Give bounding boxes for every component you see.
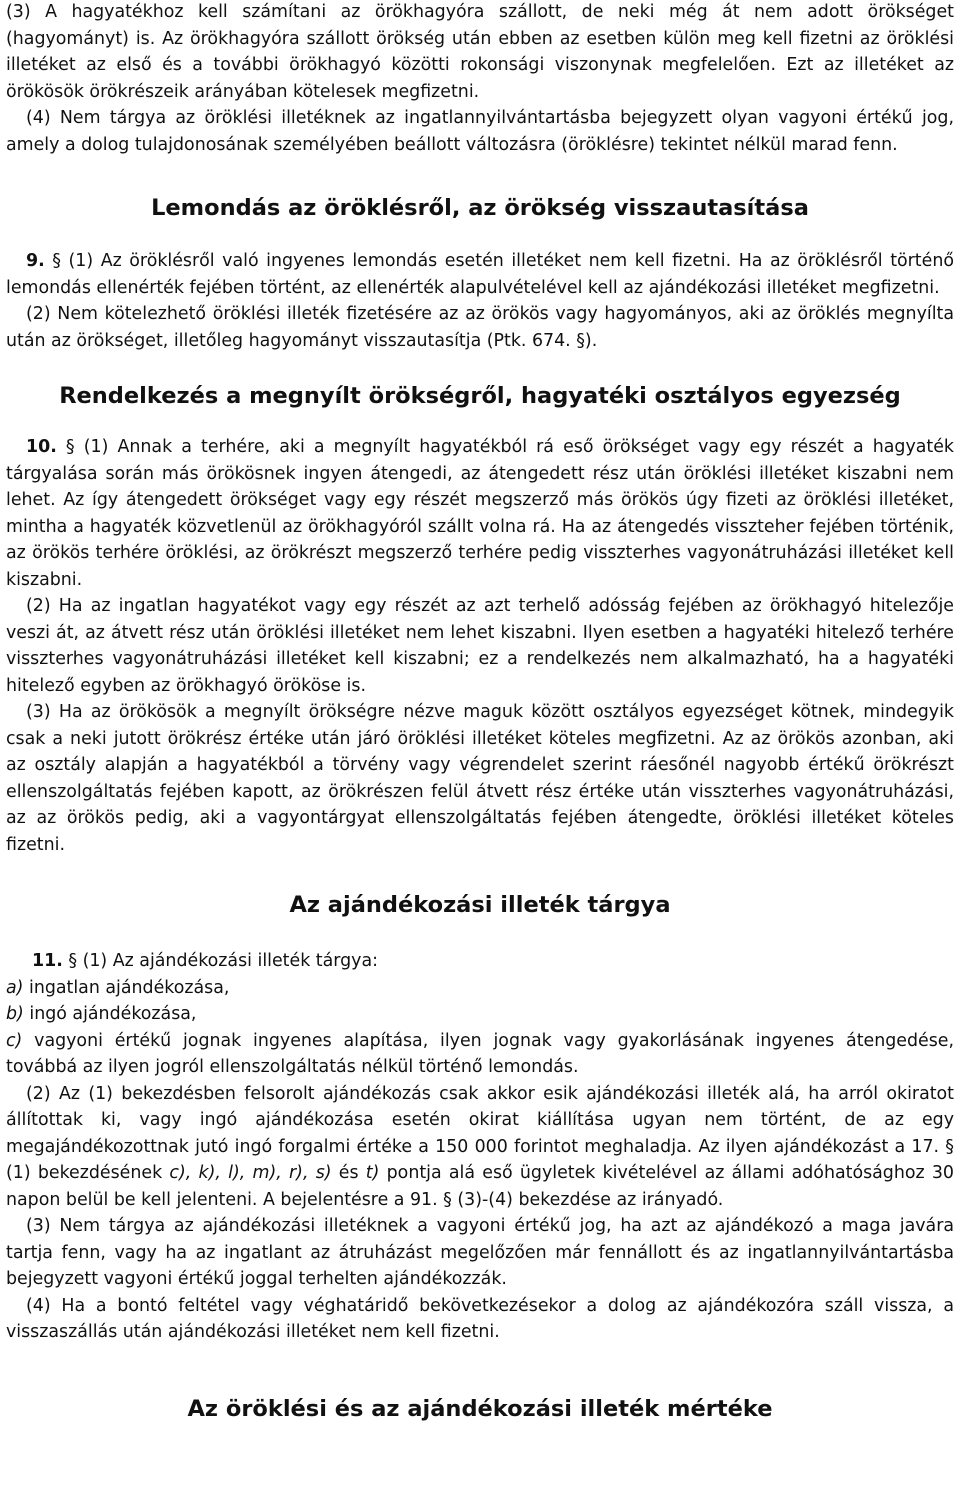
section-11-point-t: t) xyxy=(365,1163,380,1183)
section-11-text-2a: (2) Az (1) bekezdésben felsorolt ajándékozás csak akkor esik ajándékozási illeték alá, ha arról okiratot állítottak ki, vagy ingó ajándékozása esetén okirat kiállítása ugyan nem történt, de az egy megajándékozottnak jutó ingó forgalmi értéke a 150 000 forintot meghaladja. Az ilyen ajándékozást a 17. § (1) bekezdésének xyxy=(6,1083,954,1183)
list-item-a xyxy=(6,975,954,1002)
section-11-number: 11. xyxy=(32,951,63,971)
section-10-paragraph-3: (3) Ha az örökösök a megnyílt örökségre nézve maguk között osztályos egyezséget kötnek, mindegyik csak a neki jutott örökrész értéke után járó öröklési illetéket köteles megfizetni. Az az örökös azonban, aki az osztály alapján a hagyatékból a törvény vagy végrendelet szerint ráesőnél nagyobb értékű örökrészt ellenszolgáltatás fejében kapott, az örökrészen felül átvett rész értéke után visszterhes vagyonátruházási, az az örökös pedig, aki a vagyontárgyat ellenszolgáltatás fejében átengedte, öröklési illetéket köteles fizetni. xyxy=(6,702,954,855)
list-item-c-label: c) xyxy=(6,1030,23,1051)
list-item-c xyxy=(6,1028,954,1081)
section-10-text-1: (1) Annak a terhére, aki a megnyílt hagyatékból rá eső örökséget vagy egy részét a hagyaték tárgyalása során más örökösnek ingyen átengedi, az átengedett rész után öröklési illetéket kiszabni nem lehet. Az így átengedett örökséget vagy egy részét megszerző más örökös úgy fizeti az öröklési illetéket, mintha a hagyaték közvetlenül az örökhagyóról szállt volna rá. Ha az átengedés visszteher fejében történik, az örökös terhére öröklési, az örökrészt megszerző terhére pedig visszterhes vagyonátruházási illetéket kell kiszabni. xyxy=(6,437,954,590)
section-11-paragraph-1 xyxy=(6,948,954,975)
list-item-b-label: b) xyxy=(6,1004,24,1024)
section-11-text-1: (1) Az ajándékozási illeték tárgya: xyxy=(77,951,378,971)
section-11-paragraph-2 xyxy=(6,1081,954,1214)
heading-lemondas: Lemondás az öröklésről, az örökség visszautasítása xyxy=(151,195,809,221)
section-10-number: 10. xyxy=(26,437,57,457)
list-item-a-text: ingatlan ajándékozása, xyxy=(23,977,230,998)
section-9-paragraph-2: (2) Nem kötelezhető öröklési illeték fizetésére az az örökös vagy hagyományos, aki az öröklés megnyílta után az örökséget, illetőleg hagyományt visszautasítja (Ptk. 674. §). xyxy=(6,304,954,351)
section-11-es: és xyxy=(331,1163,366,1183)
section-9-sign: § xyxy=(44,251,61,271)
section-11-text-2b: pontja alá eső ügyletek kivételével az állami adóhatósághoz 30 napon belül be kell jelenteni. A bejelentésre a 91. § (3)-(4) bekezdése az irányadó. xyxy=(6,1163,954,1210)
list-item-b xyxy=(6,1001,954,1028)
section-11-paragraph-4: (4) Ha a bontó feltétel vagy véghatáridő bekövetkezésekor a dolog az ajándékozóra száll vissza, a visszaszállás után ajándékozási illetéket nem kell fizetni. xyxy=(6,1295,954,1342)
heading-rendelkezes: Rendelkezés a megnyílt örökségről, hagyatéki osztályos egyezség xyxy=(59,383,901,409)
paragraph-inheritance-3: (3) A hagyatékhoz kell számítani az örökhagyóra szállott, de neki még át nem adott örökséget (hagyományt) is. Az örökhagyóra szállott örökség után ebben az esetben külön meg kell fizetni az öröklési illetéket az első és a további örökhagyó közötti rokonsági viszonynak megfelelően. Ezt az illetéket az örökösök örökrészeik arányában kötelesek megfizetni. xyxy=(6,2,954,102)
section-11-point-refs: c), k), l), m), r), s) xyxy=(169,1163,332,1183)
section-11-sign: § xyxy=(62,951,78,971)
section-11-paragraph-3: (3) Nem tárgya az ajándékozási illetéknek a vagyoni értékű jog, ha azt az ajándékozó a maga javára tartja fenn, vagy ha az ingatlant az átruházást megelőzően már fennállott és az ingatlannyilvántartásba bejegyzett vagyoni értékű joggal terhelten ajándékozzák. xyxy=(6,1216,954,1289)
section-10-sign: § xyxy=(56,437,75,457)
section-10-paragraph-1 xyxy=(6,434,954,593)
paragraph-inheritance-4: (4) Nem tárgya az öröklési illetéknek az ingatlannyilvántartásba bejegyzett olyan vagyoni értékű jog, amely a dolog tulajdonosának személyében beállott változásra (öröklésre) tekintet nélkül marad fenn. xyxy=(6,108,954,155)
heading-mertek: Az öröklési és az ajándékozási illeték mértéke xyxy=(187,1395,773,1422)
section-10-paragraph-2: (2) Ha az ingatlan hagyatékot vagy egy részét az azt terhelő adósság fejében az örökhagyó hitelezője veszi át, az átvett rész után öröklési illetéket nem lehet kiszabni. Ilyen esetben a hagyatéki hitelező terhére visszterhes vagyonátruházási illetéket kell kiszabni; ez a rendelkezés nem alkalmazható, ha a hagyatéki hitelező egyben az örökhagyó örököse is. xyxy=(6,596,954,696)
heading-ajandekozasi-targy: Az ajándékozási illeték tárgya xyxy=(289,892,671,918)
list-item-b-text: ingó ajándékozása, xyxy=(23,1004,197,1024)
section-9-paragraph-1 xyxy=(6,248,954,301)
section-9-text-1: (1) Az öröklésről való ingyenes lemondás esetén illetéket nem kell fizetni. Ha az öröklésről történő lemondás ellenérték fejében történt, az ellenérték alapulvételével kell az ajándékozási illetéket megfizetni. xyxy=(6,251,954,298)
section-9-number: 9. xyxy=(26,251,45,271)
list-item-c-text: vagyoni értékű jognak ingyenes alapítása, ilyen jognak vagy gyakorlásának ingyenes átengedése, továbbá az ilyen jogról ellenszolgáltatás nélkül történő lemondás. xyxy=(6,1030,954,1077)
list-item-a-label: a) xyxy=(6,977,24,998)
